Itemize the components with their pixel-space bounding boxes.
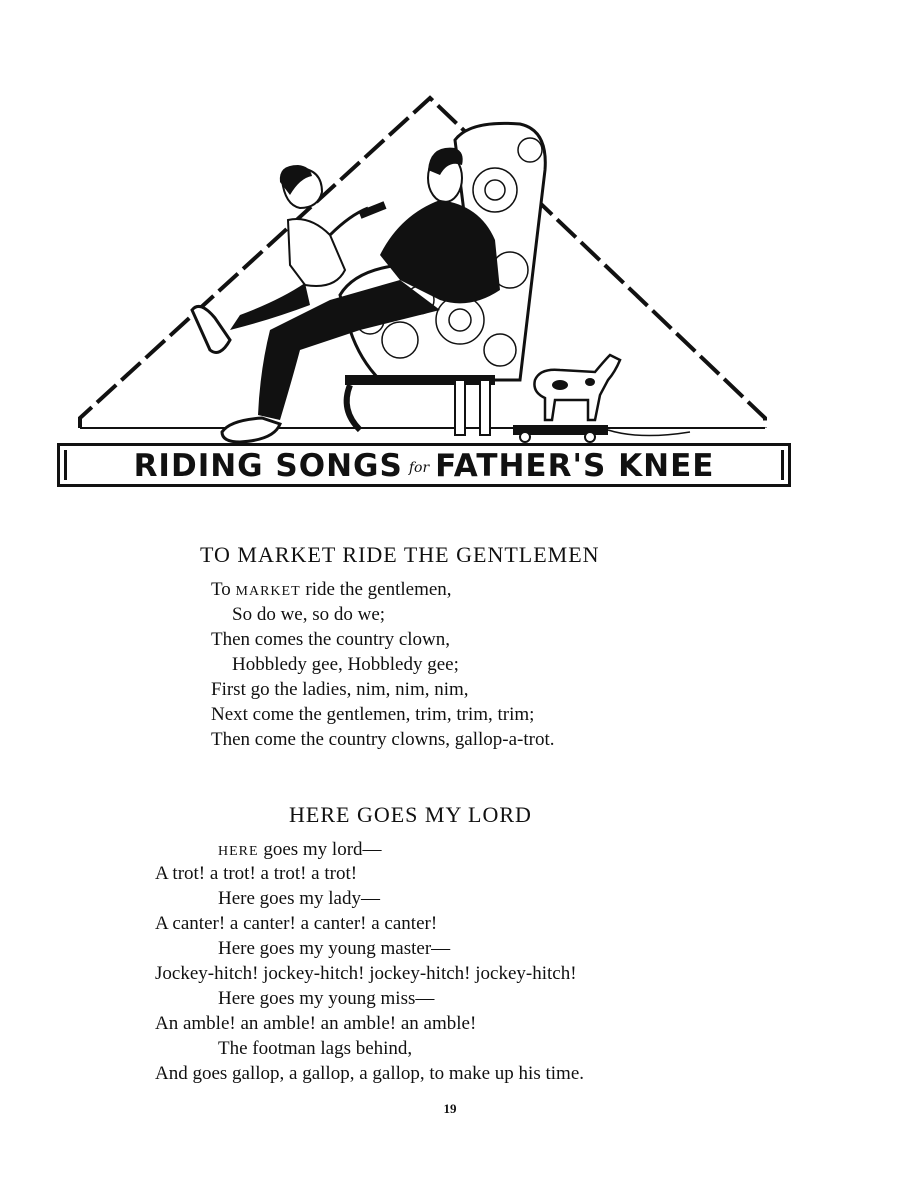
poem1-line-4: Hobbledy gee, Hobbledy gee; bbox=[232, 654, 459, 675]
banner-word-for: for bbox=[408, 460, 430, 476]
banner-title bbox=[60, 448, 788, 484]
banner-word-fathers: FATHER'S bbox=[435, 448, 607, 484]
poem2-line-5: Here goes my young master— bbox=[218, 938, 451, 959]
poem1-line-2: So do we, so do we; bbox=[232, 604, 386, 625]
poem2-line-3: Here goes my lady— bbox=[218, 888, 380, 909]
poem1-first-word: To bbox=[211, 579, 231, 600]
poem2-line-7: Here goes my young miss— bbox=[218, 988, 435, 1009]
poem1-line-6: Next come the gentlemen, trim, trim, trim; bbox=[211, 704, 535, 725]
poem1-first-rest: ride the gentlemen, bbox=[305, 579, 452, 600]
page-number: 19 bbox=[443, 1101, 457, 1116]
banner-word-songs: SONGS bbox=[275, 448, 403, 484]
poem2-line-10: And goes gallop, a gallop, a gallop, to make up his time. bbox=[155, 1063, 585, 1084]
poem1-line-5: First go the ladies, nim, nim, nim, bbox=[211, 679, 469, 700]
banner-word-knee: KNEE bbox=[618, 448, 715, 484]
poem2-line-6: Jockey-hitch! jockey-hitch! jockey-hitch! jockey-hitch! bbox=[155, 963, 577, 984]
title-banner bbox=[57, 443, 791, 487]
poem2-line-2: A trot! a trot! a trot! a trot! bbox=[155, 863, 358, 884]
poem2-line-9: The footman lags behind, bbox=[218, 1038, 413, 1059]
poem2-title: HERE GOES MY LORD bbox=[289, 802, 532, 827]
poem1-line-1 bbox=[211, 580, 452, 599]
poem1-line-7: Then come the country clowns, gallop-a-trot. bbox=[211, 729, 555, 750]
poem2-first-rest: goes my lord— bbox=[263, 839, 382, 860]
poem2-smallcaps-word: HERE bbox=[218, 844, 259, 859]
poem1-line-3: Then comes the country clown, bbox=[211, 629, 451, 650]
poem2-line-4: A canter! a canter! a canter! a canter! bbox=[155, 913, 438, 934]
banner-word-riding: RIDING bbox=[133, 448, 264, 484]
poem1-smallcaps-word: MARKET bbox=[235, 584, 301, 599]
poem2-line-1 bbox=[218, 840, 382, 859]
poem1-title: TO MARKET RIDE THE GENTLEMEN bbox=[200, 542, 600, 567]
poem2-line-8: An amble! an amble! an amble! an amble! bbox=[155, 1013, 477, 1034]
header-illustration bbox=[0, 0, 900, 500]
